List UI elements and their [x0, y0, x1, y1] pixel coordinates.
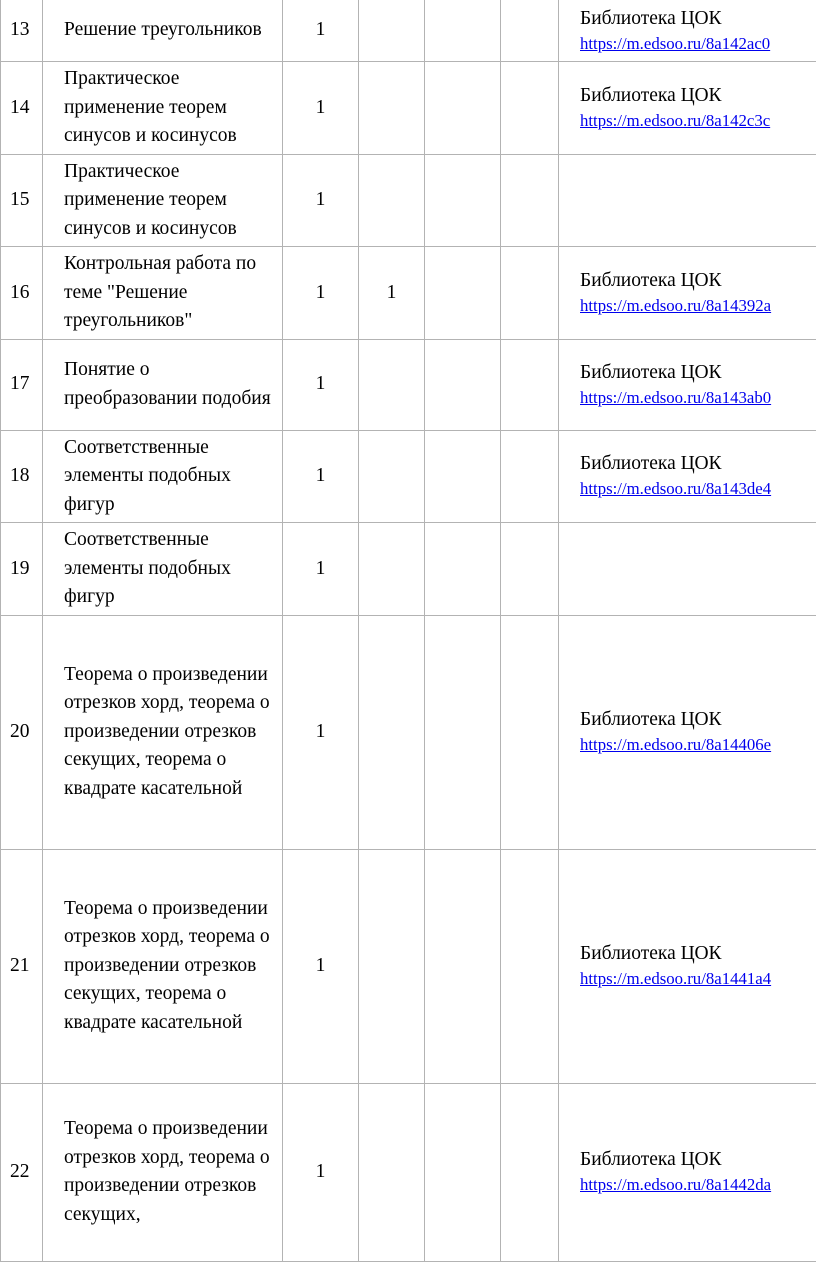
hours-total: 1: [283, 62, 359, 155]
lesson-number: 18: [1, 430, 43, 523]
resource-title: Библиотека ЦОК: [580, 707, 816, 733]
table-row: [1, 615, 816, 849]
hours-control: [359, 523, 425, 616]
resource-link[interactable]: https://m.edsoo.ru/8a1442da: [580, 1173, 816, 1197]
table-row: [1, 430, 816, 523]
hours-practical: [425, 615, 501, 849]
hours-total: 1: [283, 1083, 359, 1261]
lesson-date: [501, 523, 559, 616]
lesson-number: 13: [1, 0, 43, 62]
lesson-number: 17: [1, 339, 43, 430]
resource-link[interactable]: https://m.edsoo.ru/8a143de4: [580, 477, 816, 501]
lesson-topic: Соответственные элементы подобных фигур: [43, 523, 283, 616]
lesson-number: 21: [1, 849, 43, 1083]
hours-practical: [425, 339, 501, 430]
hours-control: [359, 849, 425, 1083]
resource-cell: [559, 615, 816, 849]
lesson-number: 14: [1, 62, 43, 155]
hours-practical: [425, 62, 501, 155]
resource-title: Библиотека ЦОК: [580, 360, 816, 386]
table-row: [1, 523, 816, 616]
lesson-date: [501, 62, 559, 155]
table-row: [1, 154, 816, 247]
lesson-date: [501, 154, 559, 247]
resource-title: Библиотека ЦОК: [580, 941, 816, 967]
lesson-number: 15: [1, 154, 43, 247]
lesson-number: 19: [1, 523, 43, 616]
resource-title: Библиотека ЦОК: [580, 268, 816, 294]
hours-total: 1: [283, 523, 359, 616]
lesson-topic: Теорема о произведении отрезков хорд, теорема о произведении отрезков секущих, теорема о квадрате касательной: [43, 615, 283, 849]
hours-practical: [425, 154, 501, 247]
lesson-topic: Практическое применение теорем синусов и косинусов: [43, 154, 283, 247]
table-row: [1, 1083, 816, 1261]
hours-practical: [425, 0, 501, 62]
resource-link[interactable]: https://m.edsoo.ru/8a142c3c: [580, 109, 816, 133]
lesson-number: 22: [1, 1083, 43, 1261]
hours-control: [359, 62, 425, 155]
lesson-topic: Теорема о произведении отрезков хорд, теорема о произведении отрезков секущих,: [43, 1083, 283, 1261]
resource-cell: [559, 247, 816, 340]
hours-control: [359, 430, 425, 523]
table-row: [1, 0, 816, 62]
resource-link[interactable]: https://m.edsoo.ru/8a14406e: [580, 733, 816, 757]
resource-link[interactable]: https://m.edsoo.ru/8a143ab0: [580, 386, 816, 410]
hours-total: 1: [283, 0, 359, 62]
lesson-date: [501, 1083, 559, 1261]
hours-total: 1: [283, 615, 359, 849]
hours-practical: [425, 523, 501, 616]
table-row: [1, 62, 816, 155]
resource-cell: [559, 62, 816, 155]
lesson-date: [501, 247, 559, 340]
hours-control: [359, 0, 425, 62]
hours-practical: [425, 430, 501, 523]
hours-practical: [425, 849, 501, 1083]
resource-title: Библиотека ЦОК: [580, 451, 816, 477]
hours-total: 1: [283, 339, 359, 430]
resource-link[interactable]: https://m.edsoo.ru/8a142ac0: [580, 32, 816, 56]
lesson-date: [501, 339, 559, 430]
hours-total: 1: [283, 849, 359, 1083]
lesson-date: [501, 0, 559, 62]
lesson-topic: Практическое применение теорем синусов и косинусов: [43, 62, 283, 155]
resource-cell: [559, 154, 816, 247]
resource-title: Библиотека ЦОК: [580, 83, 816, 109]
hours-control: [359, 154, 425, 247]
hours-control: [359, 1083, 425, 1261]
resource-cell: [559, 0, 816, 62]
resource-cell: [559, 339, 816, 430]
resource-link[interactable]: https://m.edsoo.ru/8a1441a4: [580, 967, 816, 991]
lesson-date: [501, 849, 559, 1083]
hours-practical: [425, 247, 501, 340]
hours-total: 1: [283, 154, 359, 247]
resource-cell: [559, 523, 816, 616]
hours-practical: [425, 1083, 501, 1261]
hours-control: [359, 615, 425, 849]
resource-cell: [559, 1083, 816, 1261]
lesson-topic: Теорема о произведении отрезков хорд, теорема о произведении отрезков секущих, теорема о квадрате касательной: [43, 849, 283, 1083]
hours-control: 1: [359, 247, 425, 340]
lesson-topic: Понятие о преобразовании подобия: [43, 339, 283, 430]
lesson-topic: Решение треугольников: [43, 0, 283, 62]
lesson-topic: Соответственные элементы подобных фигур: [43, 430, 283, 523]
table-row: [1, 247, 816, 340]
lesson-date: [501, 615, 559, 849]
hours-total: 1: [283, 430, 359, 523]
resource-cell: [559, 849, 816, 1083]
lesson-topic: Контрольная работа по теме "Решение треугольников": [43, 247, 283, 340]
resource-cell: [559, 430, 816, 523]
table-row: [1, 339, 816, 430]
lesson-number: 20: [1, 615, 43, 849]
lesson-number: 16: [1, 247, 43, 340]
table-row: [1, 849, 816, 1083]
lesson-date: [501, 430, 559, 523]
resource-link[interactable]: https://m.edsoo.ru/8a14392a: [580, 294, 816, 318]
resource-title: Библиотека ЦОК: [580, 6, 816, 32]
resource-title: Библиотека ЦОК: [580, 1147, 816, 1173]
hours-control: [359, 339, 425, 430]
hours-total: 1: [283, 247, 359, 340]
